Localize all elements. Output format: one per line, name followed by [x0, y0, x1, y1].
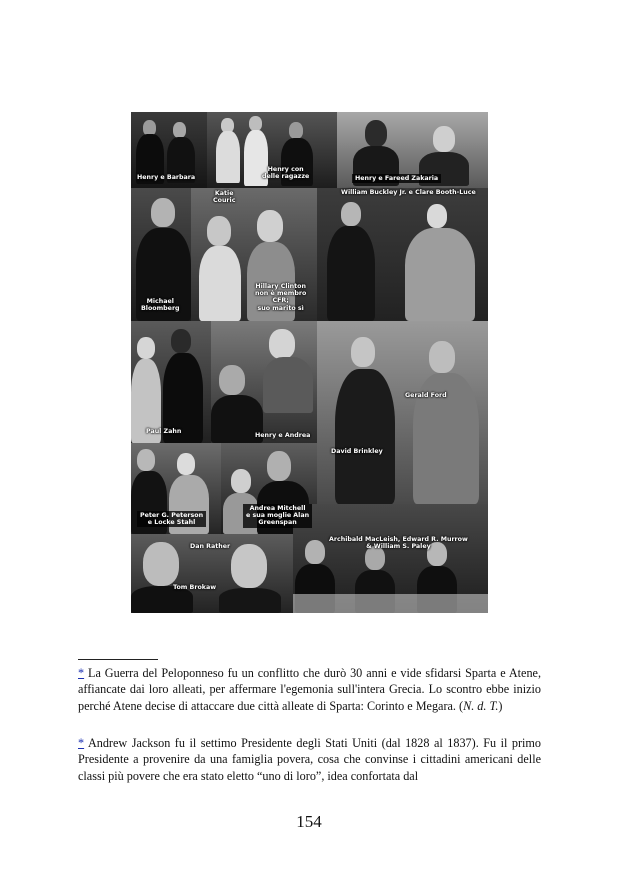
- caption-brokaw: Tom Brokaw: [173, 584, 217, 591]
- caption-katie-couric: Katie Couric: [213, 190, 236, 205]
- footnote-1: [78, 665, 541, 714]
- caption-rather: Dan Rather: [190, 543, 231, 550]
- footnote-2-text: Andrew Jackson fu il settimo Presidente degli Stati Uniti (dal 1828 al 1837). Fu il primo Presidente a provenire da una famiglia povera, cosa che convinse i cittadini americani delle classi più povere che era stato eletto “uno di loro”, idea confortata dal: [78, 736, 542, 783]
- caption-henry-zakaria: Henry e Fareed Zakaria: [352, 174, 441, 183]
- photo-henry-andrea: [211, 321, 317, 443]
- caption-mitchell: Andrea Mitchell e sua moglie Alan Greenspan: [243, 504, 312, 528]
- caption-henry-andrea: Henry e Andrea: [255, 432, 311, 439]
- caption-zahn: Paul Zahn: [146, 428, 182, 435]
- footnote-separator: [78, 659, 158, 660]
- footnote-marker-link[interactable]: *: [78, 736, 85, 750]
- footnote-marker-link[interactable]: *: [78, 666, 85, 680]
- footnote-1-italic: N. d. T.: [463, 698, 499, 713]
- photo-collage: [131, 112, 488, 613]
- caption-ford: Gerald Ford: [405, 392, 447, 399]
- caption-peterson: Peter G. Peterson e Locke Stahl: [137, 511, 206, 527]
- caption-bloomberg: Michael Bloomberg: [141, 298, 180, 313]
- photo-ford-brinkley: [317, 321, 488, 504]
- footnote-2: [78, 735, 541, 784]
- photo-zahn: [131, 321, 211, 443]
- caption-brinkley: David Brinkley: [331, 448, 383, 455]
- caption-clinton: Hillary Clinton non è membro CFR; suo marito sì: [255, 283, 307, 312]
- photo-buckley-luce: [317, 188, 488, 321]
- page-number: 154: [296, 812, 322, 831]
- caption-buckley-luce: William Buckley Jr. e Clare Booth-Luce: [341, 189, 476, 196]
- caption-henry-ragazze: Henry con delle ragazze: [262, 166, 310, 181]
- footnote-1-suffix: ): [498, 698, 503, 713]
- caption-macleish: Archibald MacLeish, Edward R. Murrow & William S. Paley: [329, 536, 468, 551]
- photo-macleish-murrow-paley: [293, 504, 488, 613]
- footnote-1-text: La Guerra del Peloponneso fu un conflitto che durò 30 anni e vide sfidarsi Sparta e Atene, affiancate dai loro alleati, per affermare l'egemonia sull'intera Grecia. Lo scontro ebbe inizio perché Atene decise di attaccare due città alleate di Sparta: Corinto e Megara. (: [78, 666, 542, 713]
- caption-henry-barbara: Henry e Barbara: [137, 174, 196, 181]
